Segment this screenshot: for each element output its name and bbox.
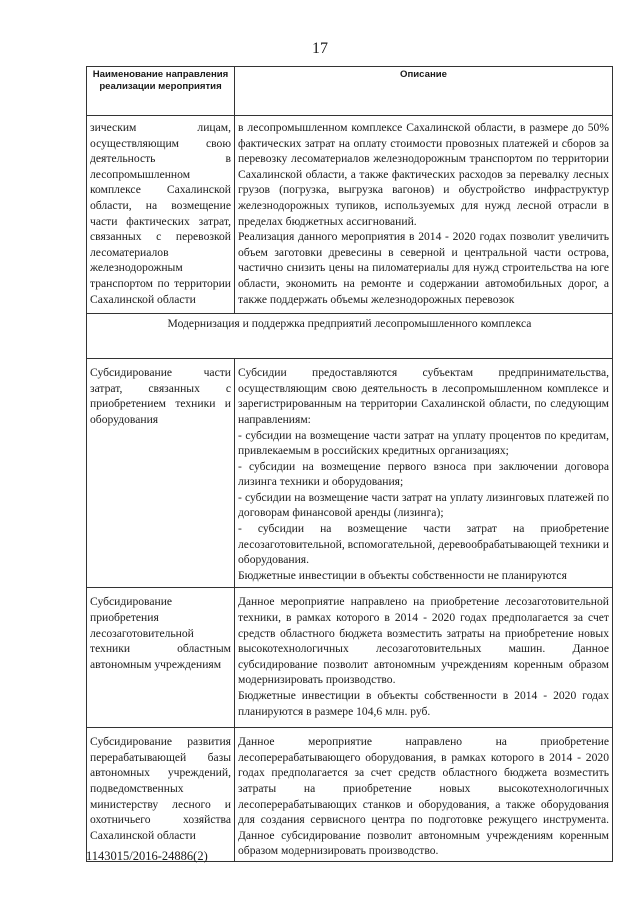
row3-paragraph: Данное мероприятие направлено на приобретение лесозаготовительной техники, в рамках которого в 2014 - 2020 годах предполагается за счет средств областного бюджета возместить затраты на приобретение новых высокотехнологичных лесозаготовительных машин. Данное субсидирование позволит автономным учреждениям коренным образом модернизировать производство. (238, 595, 609, 687)
row2-paragraph: Бюджетные инвестиции в объекты собственности не планируются (238, 568, 567, 582)
header-description: Описание (235, 67, 613, 116)
table-row (87, 728, 613, 862)
row1-direction: зическим лицам, осуществляющим свою деятельность в лесопромышленном комплексе Сахалинской области, на возмещение части фактических затрат, связанных с перевозкой лесоматериалов железнодорожным транспортом по территории Сахалинской области (87, 116, 235, 314)
row2-direction: Субсидирование части затрат, связанных с приобретением техники и оборудования (87, 359, 235, 588)
table-row (87, 588, 613, 728)
header-direction: Наименование направления реализации мероприятия (87, 67, 235, 116)
row1-paragraph: Реализация данного мероприятия в 2014 - 2020 годах позволит увеличить объем заготовки древесины в северной и центральной части острова, частично снизить цены на пиломатериалы для нужд строительства на юге области, экономить на ремонте и содержании автомобильных дорог, а также поддержать объемы железнодорожных перевозок (238, 230, 609, 306)
table-row (87, 359, 613, 588)
table-header-row (87, 67, 613, 116)
table-row (87, 116, 613, 314)
row3-direction: Субсидирование приобретения лесозаготовительной техники областным автономным учреждениям (87, 588, 235, 728)
section-title: Модернизация и поддержка предприятий лесопромышленного комплекса (87, 314, 613, 359)
row2-paragraph: - субсидии на возмещение части затрат на уплату лизинговых платежей по договорам финансовой аренды (лизинга); (238, 490, 609, 520)
section-row (87, 314, 613, 359)
measures-table (86, 66, 613, 862)
row2-paragraph: Субсидии предоставляются субъектам предпринимательства, осуществляющим свою деятельность в лесопромышленном комплексе и зарегистрированным на территории Сахалинской области, по следующим направлениям: (238, 366, 609, 426)
row2-paragraph: - субсидии на возмещение части затрат на приобретение лесозаготовительной, вспомогательной, деревообрабатывающей техники и оборудования. (238, 522, 609, 567)
row2-paragraph: - субсидии на возмещение первого взноса при заключении договора лизинга техники и оборудования; (238, 459, 609, 489)
row1-description (235, 116, 613, 314)
document-code: 1143015/2016-24886(2) (86, 849, 208, 863)
row4-direction: Субсидирование развития перерабатывающей базы автономных учреждений, подведомственных министерству лесного и охотничьего хозяйства Сахалинской области (87, 728, 235, 862)
row3-description (235, 588, 613, 728)
row4-paragraph: Данное мероприятие направлено на приобретение лесоперерабатывающего оборудования, в рамках которого в 2014 - 2020 годах предполагается за счет средств областного бюджета возместить затраты на приобретение новых высокотехнологичных лесоперерабатывающих станков и оборудования, а также оборудования для создания сервисного центра по подготовке режущего инструмента. Данное субсидирование позволит автономным учреждениям коренным образом модернизировать производство. (238, 735, 609, 858)
row1-paragraph: в лесопромышленном комплексе Сахалинской области, в размере до 50% фактических затрат на оплату стоимости провозных платежей и сборов за перевозку лесоматериалов железнодорожным транспортом по территории Сахалинской области, а также фактических расходов за перевалку лесных грузов (погрузка, выгрузка вагонов) и обустройство инфраструктур железнодорожных тупиков, используемых для нужд лесной отрасли в пределах бюджетных ассигнований. (238, 121, 609, 228)
row4-description (235, 728, 613, 862)
row2-description (235, 359, 613, 588)
row3-paragraph: Бюджетные инвестиции в объекты собственности в 2014 - 2020 годах планируются в размере 104,6 млн. руб. (238, 689, 609, 718)
row2-paragraph: - субсидии на возмещение части затрат на уплату процентов по кредитам, привлекаемым в российских кредитных организациях; (238, 428, 609, 458)
page-number: 17 (312, 40, 328, 57)
